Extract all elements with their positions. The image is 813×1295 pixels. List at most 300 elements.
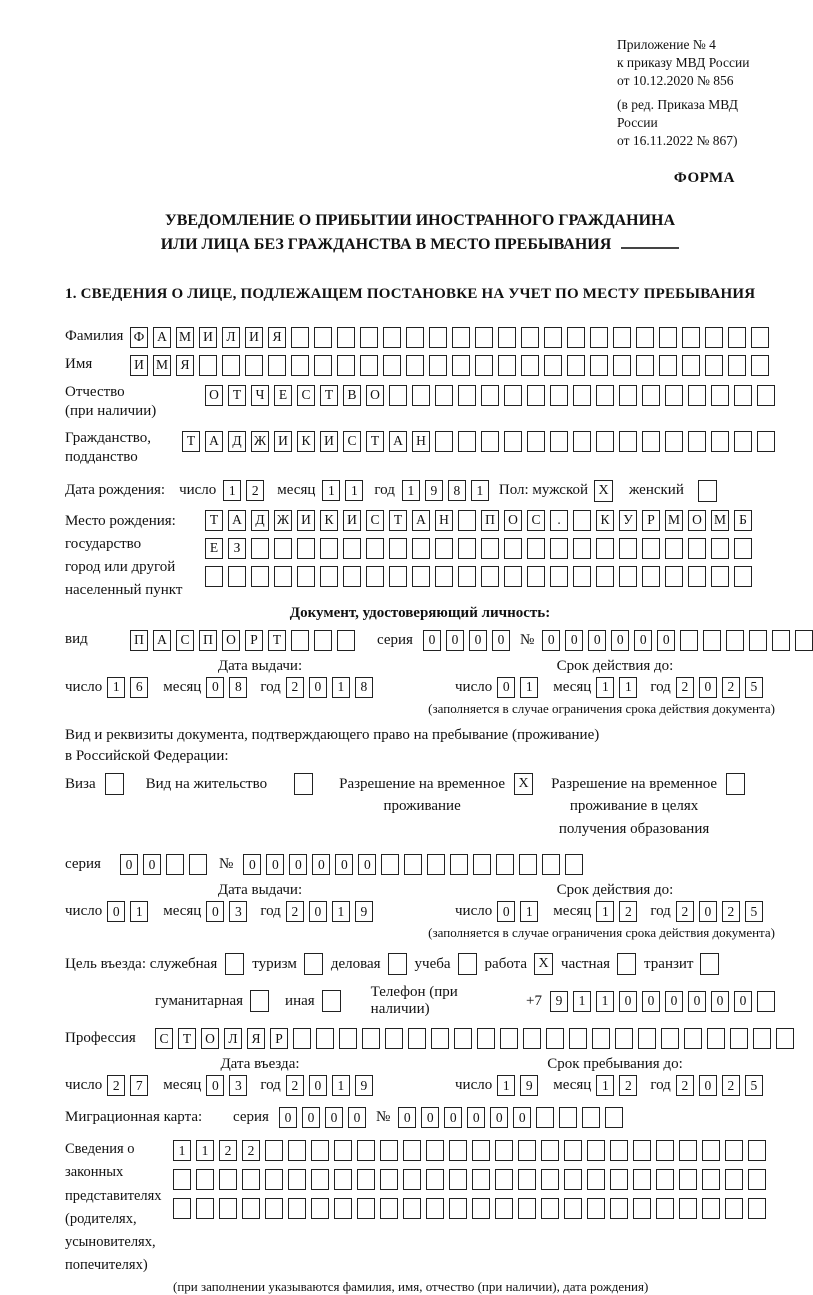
char-cell[interactable]: 2 xyxy=(722,901,740,922)
char-cell[interactable] xyxy=(688,431,706,452)
char-cell[interactable] xyxy=(536,1107,554,1128)
char-cell[interactable]: 2 xyxy=(242,1140,260,1161)
char-cell[interactable] xyxy=(291,630,309,651)
char-cell[interactable] xyxy=(619,566,637,587)
study-checkbox[interactable] xyxy=(458,953,477,975)
char-cell[interactable]: М xyxy=(711,510,729,531)
char-cell[interactable] xyxy=(473,854,491,875)
char-cell[interactable] xyxy=(610,1140,628,1161)
char-cell[interactable] xyxy=(521,327,539,348)
char-cell[interactable]: 0 xyxy=(143,854,161,875)
char-cell[interactable]: С xyxy=(155,1028,173,1049)
char-cell[interactable]: 5 xyxy=(745,1075,763,1096)
char-cell[interactable] xyxy=(726,630,744,651)
char-cell[interactable] xyxy=(389,538,407,559)
char-cell[interactable]: 0 xyxy=(289,854,307,875)
char-cell[interactable]: 2 xyxy=(619,1075,637,1096)
char-cell[interactable]: Р xyxy=(270,1028,288,1049)
char-cell[interactable]: 1 xyxy=(596,1075,614,1096)
char-cell[interactable] xyxy=(573,385,591,406)
char-cell[interactable] xyxy=(728,355,746,376)
char-cell[interactable]: 1 xyxy=(619,677,637,698)
char-cell[interactable] xyxy=(613,355,631,376)
char-cell[interactable]: Т xyxy=(320,385,338,406)
char-cell[interactable] xyxy=(527,566,545,587)
char-cell[interactable] xyxy=(498,355,516,376)
char-cell[interactable] xyxy=(475,327,493,348)
char-cell[interactable]: 0 xyxy=(588,630,606,651)
char-cell[interactable] xyxy=(452,327,470,348)
char-cell[interactable]: М xyxy=(665,510,683,531)
char-cell[interactable]: 1 xyxy=(322,480,340,501)
char-cell[interactable]: 1 xyxy=(596,677,614,698)
char-cell[interactable]: Р xyxy=(245,630,263,651)
char-cell[interactable] xyxy=(682,327,700,348)
char-cell[interactable]: 0 xyxy=(243,854,261,875)
char-cell[interactable] xyxy=(633,1169,651,1190)
char-cell[interactable] xyxy=(189,854,207,875)
char-cell[interactable]: Т xyxy=(182,431,200,452)
char-cell[interactable]: 0 xyxy=(266,854,284,875)
char-cell[interactable]: 1 xyxy=(471,480,489,501)
char-cell[interactable] xyxy=(725,1140,743,1161)
char-cell[interactable]: В xyxy=(343,385,361,406)
char-cell[interactable] xyxy=(684,1028,702,1049)
char-cell[interactable] xyxy=(334,1198,352,1219)
char-cell[interactable] xyxy=(498,327,516,348)
char-cell[interactable]: О xyxy=(688,510,706,531)
char-cell[interactable] xyxy=(596,431,614,452)
char-cell[interactable] xyxy=(504,538,522,559)
char-cell[interactable] xyxy=(711,385,729,406)
transit-checkbox[interactable] xyxy=(700,953,719,975)
char-cell[interactable] xyxy=(638,1028,656,1049)
char-cell[interactable] xyxy=(636,327,654,348)
char-cell[interactable]: 0 xyxy=(423,630,441,651)
char-cell[interactable] xyxy=(564,1169,582,1190)
char-cell[interactable] xyxy=(426,1169,444,1190)
char-cell[interactable] xyxy=(314,355,332,376)
char-cell[interactable]: С xyxy=(176,630,194,651)
char-cell[interactable] xyxy=(542,854,560,875)
char-cell[interactable] xyxy=(734,538,752,559)
char-cell[interactable] xyxy=(569,1028,587,1049)
char-cell[interactable]: Я xyxy=(247,1028,265,1049)
char-cell[interactable]: 0 xyxy=(657,630,675,651)
char-cell[interactable]: 0 xyxy=(490,1107,508,1128)
char-cell[interactable] xyxy=(728,327,746,348)
char-cell[interactable] xyxy=(725,1169,743,1190)
char-cell[interactable]: Т xyxy=(205,510,223,531)
char-cell[interactable] xyxy=(751,327,769,348)
char-cell[interactable] xyxy=(711,566,729,587)
char-cell[interactable] xyxy=(702,1169,720,1190)
char-cell[interactable] xyxy=(550,385,568,406)
char-cell[interactable] xyxy=(291,327,309,348)
char-cell[interactable]: 9 xyxy=(550,991,568,1012)
char-cell[interactable] xyxy=(495,1140,513,1161)
other-checkbox[interactable] xyxy=(322,990,341,1012)
char-cell[interactable] xyxy=(546,1028,564,1049)
business-checkbox[interactable] xyxy=(388,953,407,975)
char-cell[interactable] xyxy=(196,1198,214,1219)
char-cell[interactable]: Т xyxy=(228,385,246,406)
char-cell[interactable]: 0 xyxy=(302,1107,320,1128)
char-cell[interactable] xyxy=(527,431,545,452)
char-cell[interactable] xyxy=(642,566,660,587)
char-cell[interactable] xyxy=(380,1198,398,1219)
char-cell[interactable]: 1 xyxy=(520,901,538,922)
rvp-checkbox[interactable]: X xyxy=(514,773,533,795)
char-cell[interactable]: 1 xyxy=(332,677,350,698)
char-cell[interactable] xyxy=(619,538,637,559)
char-cell[interactable]: 0 xyxy=(444,1107,462,1128)
char-cell[interactable] xyxy=(541,1169,559,1190)
char-cell[interactable] xyxy=(288,1198,306,1219)
char-cell[interactable]: 0 xyxy=(398,1107,416,1128)
char-cell[interactable] xyxy=(725,1198,743,1219)
char-cell[interactable] xyxy=(427,854,445,875)
char-cell[interactable]: 0 xyxy=(665,991,683,1012)
char-cell[interactable] xyxy=(642,538,660,559)
char-cell[interactable]: 0 xyxy=(335,854,353,875)
char-cell[interactable] xyxy=(383,355,401,376)
char-cell[interactable] xyxy=(619,431,637,452)
char-cell[interactable] xyxy=(472,1140,490,1161)
char-cell[interactable]: Ч xyxy=(251,385,269,406)
char-cell[interactable] xyxy=(642,385,660,406)
char-cell[interactable]: 0 xyxy=(309,1075,327,1096)
char-cell[interactable]: 2 xyxy=(286,677,304,698)
char-cell[interactable]: 0 xyxy=(309,677,327,698)
char-cell[interactable]: Я xyxy=(176,355,194,376)
char-cell[interactable] xyxy=(519,854,537,875)
char-cell[interactable] xyxy=(559,1107,577,1128)
char-cell[interactable]: А xyxy=(153,630,171,651)
char-cell[interactable]: С xyxy=(297,385,315,406)
char-cell[interactable] xyxy=(314,327,332,348)
char-cell[interactable]: 0 xyxy=(699,901,717,922)
char-cell[interactable] xyxy=(219,1198,237,1219)
sex-female-checkbox[interactable] xyxy=(698,480,717,502)
char-cell[interactable] xyxy=(564,1140,582,1161)
char-cell[interactable] xyxy=(334,1169,352,1190)
char-cell[interactable]: О xyxy=(504,510,522,531)
char-cell[interactable] xyxy=(753,1028,771,1049)
char-cell[interactable]: 9 xyxy=(425,480,443,501)
char-cell[interactable]: И xyxy=(130,355,148,376)
char-cell[interactable] xyxy=(383,327,401,348)
char-cell[interactable]: 0 xyxy=(699,1075,717,1096)
char-cell[interactable]: К xyxy=(320,510,338,531)
char-cell[interactable]: 0 xyxy=(206,677,224,698)
char-cell[interactable] xyxy=(288,1169,306,1190)
char-cell[interactable] xyxy=(380,1140,398,1161)
char-cell[interactable] xyxy=(757,991,775,1012)
char-cell[interactable]: 2 xyxy=(722,677,740,698)
char-cell[interactable] xyxy=(265,1198,283,1219)
char-cell[interactable]: Д xyxy=(251,510,269,531)
char-cell[interactable]: 1 xyxy=(130,901,148,922)
char-cell[interactable] xyxy=(500,1028,518,1049)
char-cell[interactable]: 1 xyxy=(332,901,350,922)
char-cell[interactable]: О xyxy=(222,630,240,651)
char-cell[interactable]: 1 xyxy=(332,1075,350,1096)
char-cell[interactable]: 2 xyxy=(676,677,694,698)
char-cell[interactable]: М xyxy=(176,327,194,348)
char-cell[interactable]: Ж xyxy=(251,431,269,452)
work-checkbox[interactable]: X xyxy=(534,953,553,975)
char-cell[interactable] xyxy=(688,538,706,559)
char-cell[interactable] xyxy=(334,1140,352,1161)
char-cell[interactable]: 1 xyxy=(520,677,538,698)
char-cell[interactable]: Ф xyxy=(130,327,148,348)
char-cell[interactable] xyxy=(412,385,430,406)
char-cell[interactable] xyxy=(339,1028,357,1049)
char-cell[interactable] xyxy=(550,566,568,587)
char-cell[interactable] xyxy=(389,566,407,587)
char-cell[interactable] xyxy=(274,538,292,559)
char-cell[interactable] xyxy=(199,355,217,376)
char-cell[interactable] xyxy=(449,1140,467,1161)
char-cell[interactable]: 6 xyxy=(130,677,148,698)
char-cell[interactable]: О xyxy=(366,385,384,406)
char-cell[interactable]: 1 xyxy=(596,901,614,922)
char-cell[interactable]: 8 xyxy=(448,480,466,501)
char-cell[interactable]: 1 xyxy=(402,480,420,501)
char-cell[interactable] xyxy=(659,355,677,376)
char-cell[interactable] xyxy=(454,1028,472,1049)
char-cell[interactable] xyxy=(357,1140,375,1161)
char-cell[interactable]: И xyxy=(274,431,292,452)
char-cell[interactable] xyxy=(297,566,315,587)
char-cell[interactable] xyxy=(450,854,468,875)
char-cell[interactable] xyxy=(472,1198,490,1219)
char-cell[interactable] xyxy=(495,1169,513,1190)
char-cell[interactable] xyxy=(242,1198,260,1219)
char-cell[interactable] xyxy=(504,431,522,452)
char-cell[interactable]: 2 xyxy=(107,1075,125,1096)
char-cell[interactable]: 3 xyxy=(229,901,247,922)
char-cell[interactable] xyxy=(757,385,775,406)
char-cell[interactable]: И xyxy=(245,327,263,348)
char-cell[interactable]: 0 xyxy=(642,991,660,1012)
char-cell[interactable]: У xyxy=(619,510,637,531)
char-cell[interactable]: А xyxy=(228,510,246,531)
char-cell[interactable]: Б xyxy=(734,510,752,531)
official-checkbox[interactable] xyxy=(225,953,244,975)
char-cell[interactable] xyxy=(665,431,683,452)
char-cell[interactable] xyxy=(429,327,447,348)
char-cell[interactable]: 2 xyxy=(286,901,304,922)
char-cell[interactable]: Р xyxy=(642,510,660,531)
char-cell[interactable]: 9 xyxy=(355,1075,373,1096)
char-cell[interactable]: 0 xyxy=(312,854,330,875)
char-cell[interactable]: 2 xyxy=(676,1075,694,1096)
char-cell[interactable] xyxy=(772,630,790,651)
char-cell[interactable]: 0 xyxy=(348,1107,366,1128)
char-cell[interactable]: Н xyxy=(435,510,453,531)
sex-male-checkbox[interactable]: X xyxy=(594,480,613,502)
char-cell[interactable] xyxy=(504,566,522,587)
char-cell[interactable]: 0 xyxy=(446,630,464,651)
char-cell[interactable] xyxy=(688,566,706,587)
char-cell[interactable] xyxy=(274,566,292,587)
char-cell[interactable]: 3 xyxy=(229,1075,247,1096)
char-cell[interactable]: И xyxy=(199,327,217,348)
char-cell[interactable]: 0 xyxy=(497,901,515,922)
char-cell[interactable] xyxy=(362,1028,380,1049)
char-cell[interactable] xyxy=(311,1198,329,1219)
char-cell[interactable] xyxy=(472,1169,490,1190)
char-cell[interactable] xyxy=(408,1028,426,1049)
char-cell[interactable] xyxy=(564,1198,582,1219)
char-cell[interactable] xyxy=(381,854,399,875)
char-cell[interactable] xyxy=(452,355,470,376)
char-cell[interactable] xyxy=(656,1140,674,1161)
char-cell[interactable] xyxy=(435,538,453,559)
char-cell[interactable] xyxy=(610,1169,628,1190)
char-cell[interactable]: 0 xyxy=(206,901,224,922)
char-cell[interactable] xyxy=(403,1198,421,1219)
char-cell[interactable] xyxy=(504,385,522,406)
char-cell[interactable] xyxy=(751,355,769,376)
char-cell[interactable]: 1 xyxy=(573,991,591,1012)
char-cell[interactable]: 0 xyxy=(120,854,138,875)
char-cell[interactable]: 1 xyxy=(345,480,363,501)
char-cell[interactable] xyxy=(703,630,721,651)
char-cell[interactable] xyxy=(518,1169,536,1190)
char-cell[interactable]: 0 xyxy=(469,630,487,651)
char-cell[interactable] xyxy=(404,854,422,875)
char-cell[interactable] xyxy=(366,538,384,559)
char-cell[interactable] xyxy=(389,385,407,406)
char-cell[interactable]: 5 xyxy=(745,901,763,922)
char-cell[interactable] xyxy=(656,1169,674,1190)
char-cell[interactable]: Т xyxy=(268,630,286,651)
char-cell[interactable] xyxy=(173,1198,191,1219)
char-cell[interactable] xyxy=(523,1028,541,1049)
char-cell[interactable] xyxy=(435,385,453,406)
char-cell[interactable] xyxy=(477,1028,495,1049)
char-cell[interactable] xyxy=(360,355,378,376)
char-cell[interactable] xyxy=(688,385,706,406)
char-cell[interactable]: 1 xyxy=(497,1075,515,1096)
char-cell[interactable] xyxy=(288,1140,306,1161)
char-cell[interactable]: С xyxy=(343,431,361,452)
char-cell[interactable] xyxy=(481,566,499,587)
char-cell[interactable]: 1 xyxy=(196,1140,214,1161)
char-cell[interactable] xyxy=(734,385,752,406)
char-cell[interactable] xyxy=(527,385,545,406)
char-cell[interactable]: 0 xyxy=(565,630,583,651)
char-cell[interactable] xyxy=(403,1169,421,1190)
char-cell[interactable] xyxy=(587,1140,605,1161)
char-cell[interactable] xyxy=(541,1198,559,1219)
char-cell[interactable] xyxy=(605,1107,623,1128)
char-cell[interactable] xyxy=(293,1028,311,1049)
char-cell[interactable] xyxy=(550,431,568,452)
char-cell[interactable]: Е xyxy=(205,538,223,559)
char-cell[interactable]: П xyxy=(481,510,499,531)
char-cell[interactable]: 0 xyxy=(699,677,717,698)
char-cell[interactable] xyxy=(426,1198,444,1219)
char-cell[interactable] xyxy=(730,1028,748,1049)
char-cell[interactable] xyxy=(610,1198,628,1219)
char-cell[interactable] xyxy=(748,1198,766,1219)
char-cell[interactable] xyxy=(311,1169,329,1190)
char-cell[interactable] xyxy=(567,355,585,376)
char-cell[interactable]: И xyxy=(320,431,338,452)
char-cell[interactable] xyxy=(268,355,286,376)
char-cell[interactable]: К xyxy=(596,510,614,531)
char-cell[interactable] xyxy=(311,1140,329,1161)
char-cell[interactable] xyxy=(518,1198,536,1219)
char-cell[interactable] xyxy=(705,327,723,348)
char-cell[interactable] xyxy=(544,327,562,348)
char-cell[interactable]: 0 xyxy=(107,901,125,922)
char-cell[interactable] xyxy=(316,1028,334,1049)
char-cell[interactable] xyxy=(680,630,698,651)
char-cell[interactable] xyxy=(429,355,447,376)
char-cell[interactable] xyxy=(245,355,263,376)
char-cell[interactable] xyxy=(596,538,614,559)
char-cell[interactable] xyxy=(360,327,378,348)
char-cell[interactable] xyxy=(587,1198,605,1219)
char-cell[interactable] xyxy=(481,385,499,406)
char-cell[interactable] xyxy=(380,1169,398,1190)
char-cell[interactable]: 2 xyxy=(286,1075,304,1096)
char-cell[interactable] xyxy=(458,385,476,406)
char-cell[interactable] xyxy=(496,854,514,875)
char-cell[interactable] xyxy=(705,355,723,376)
char-cell[interactable] xyxy=(615,1028,633,1049)
char-cell[interactable] xyxy=(265,1140,283,1161)
char-cell[interactable] xyxy=(734,431,752,452)
char-cell[interactable] xyxy=(228,566,246,587)
char-cell[interactable]: 2 xyxy=(676,901,694,922)
char-cell[interactable] xyxy=(314,630,332,651)
char-cell[interactable] xyxy=(679,1169,697,1190)
char-cell[interactable] xyxy=(426,1140,444,1161)
char-cell[interactable] xyxy=(357,1198,375,1219)
char-cell[interactable]: А xyxy=(153,327,171,348)
char-cell[interactable] xyxy=(196,1169,214,1190)
char-cell[interactable]: 9 xyxy=(520,1075,538,1096)
char-cell[interactable]: 0 xyxy=(734,991,752,1012)
char-cell[interactable]: Д xyxy=(228,431,246,452)
char-cell[interactable]: Н xyxy=(412,431,430,452)
char-cell[interactable] xyxy=(582,1107,600,1128)
char-cell[interactable] xyxy=(431,1028,449,1049)
char-cell[interactable]: 7 xyxy=(130,1075,148,1096)
char-cell[interactable]: . xyxy=(550,510,568,531)
char-cell[interactable] xyxy=(357,1169,375,1190)
char-cell[interactable]: 0 xyxy=(542,630,560,651)
tourism-checkbox[interactable] xyxy=(304,953,323,975)
char-cell[interactable] xyxy=(297,538,315,559)
char-cell[interactable]: К xyxy=(297,431,315,452)
char-cell[interactable]: 0 xyxy=(492,630,510,651)
char-cell[interactable]: 2 xyxy=(619,901,637,922)
char-cell[interactable] xyxy=(633,1198,651,1219)
char-cell[interactable]: А xyxy=(412,510,430,531)
char-cell[interactable] xyxy=(587,1169,605,1190)
char-cell[interactable]: 2 xyxy=(246,480,264,501)
char-cell[interactable] xyxy=(406,355,424,376)
char-cell[interactable] xyxy=(661,1028,679,1049)
char-cell[interactable] xyxy=(435,431,453,452)
